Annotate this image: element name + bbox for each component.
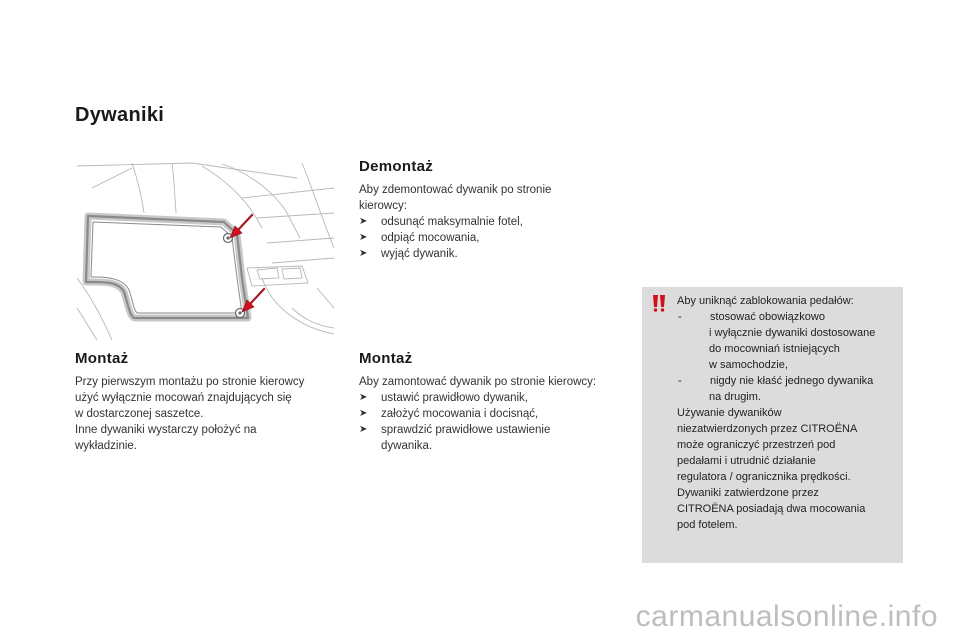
text-line: pod fotelem.: [677, 519, 738, 531]
warning-intro: Aby uniknąć zablokowania pedałów:: [677, 295, 854, 307]
list-item: [359, 230, 551, 246]
text-line: kierowcy:: [359, 200, 407, 212]
text-line: pedałami i utrudnić działanie: [677, 455, 816, 467]
text-line: niezatwierdzonych przez CITROËNA: [677, 423, 858, 435]
list-item: [359, 406, 596, 422]
arrow-bullet-icon: ➤: [359, 232, 368, 243]
list-item-continuation: na drugim.: [709, 391, 761, 403]
page-title: Dywaniki: [75, 104, 165, 126]
list-item-text: ustawić prawidłowo dywanik,: [381, 392, 529, 404]
text-line: regulatora / ogranicznika prędkości.: [677, 471, 851, 483]
demontaz-heading: Demontaż: [359, 158, 434, 175]
list-item-continuation: dywanika.: [381, 440, 433, 452]
list-item-text: wyjąć dywanik.: [381, 248, 458, 260]
arrow-bullet-icon: ➤: [359, 392, 368, 403]
list-item-continuation: do mocowniań istniejących: [709, 343, 840, 355]
arrow-bullet-icon: ➤: [359, 216, 368, 227]
montaz-right-body: [359, 374, 596, 454]
text-line: użyć wyłącznie mocowań znajdujących się: [75, 392, 292, 404]
warning-box: [642, 287, 903, 563]
list-item-text: odpiąć mocowania,: [381, 232, 480, 244]
dash-marker: -: [678, 375, 682, 387]
text-line: Inne dywaniki wystarczy położyć na: [75, 424, 257, 436]
text-line: Przy pierwszym montażu po stronie kierowcy: [75, 376, 305, 388]
watermark: carmanualsonline.info: [635, 600, 938, 633]
text-line: w dostarczonej saszetce.: [75, 408, 204, 420]
text-line: Dywaniki zatwierdzone przez: [677, 487, 819, 499]
warning-exclamation-icon: [650, 294, 668, 312]
floor-mat-illustration: [72, 158, 338, 342]
text-line: Aby zdemontować dywanik po stronie: [359, 184, 552, 196]
demontaz-body: [359, 182, 551, 262]
dash-marker: -: [678, 311, 682, 323]
list-item-text: założyć mocowania i docisnąć,: [381, 408, 539, 420]
text-line: wykładzinie.: [75, 440, 137, 452]
warning-text: [677, 293, 875, 533]
list-item: [359, 390, 596, 406]
list-item-text: odsunąć maksymalnie fotel,: [381, 216, 523, 228]
text-line: może ograniczyć przestrzeń pod: [677, 439, 836, 451]
arrow-bullet-icon: ➤: [359, 408, 368, 419]
list-item-text: stosować obowiązkowo: [710, 311, 825, 323]
list-item-continuation: i wyłącznie dywaniki dostosowane: [709, 327, 876, 339]
list-item: [359, 422, 596, 438]
montaz-right-heading: Montaż: [359, 350, 413, 367]
text-line: CITROËNA posiadają dwa mocowania: [677, 503, 866, 515]
text-line: Używanie dywaników: [677, 407, 782, 419]
list-item: [359, 214, 551, 230]
list-item: [359, 246, 551, 262]
list-item-text: nigdy nie kłaść jednego dywanika: [710, 375, 874, 387]
arrow-bullet-icon: ➤: [359, 424, 368, 435]
montaz-left-heading: Montaż: [75, 350, 129, 367]
arrow-bullet-icon: ➤: [359, 248, 368, 259]
text-line: Aby zamontować dywanik po stronie kierowcy:: [359, 376, 597, 388]
list-item-continuation: w samochodzie,: [709, 359, 788, 371]
montaz-left-body: [75, 374, 304, 454]
list-item-text: sprawdzić prawidłowe ustawienie: [381, 424, 551, 436]
list-item: [677, 309, 875, 325]
list-item: [677, 373, 875, 389]
